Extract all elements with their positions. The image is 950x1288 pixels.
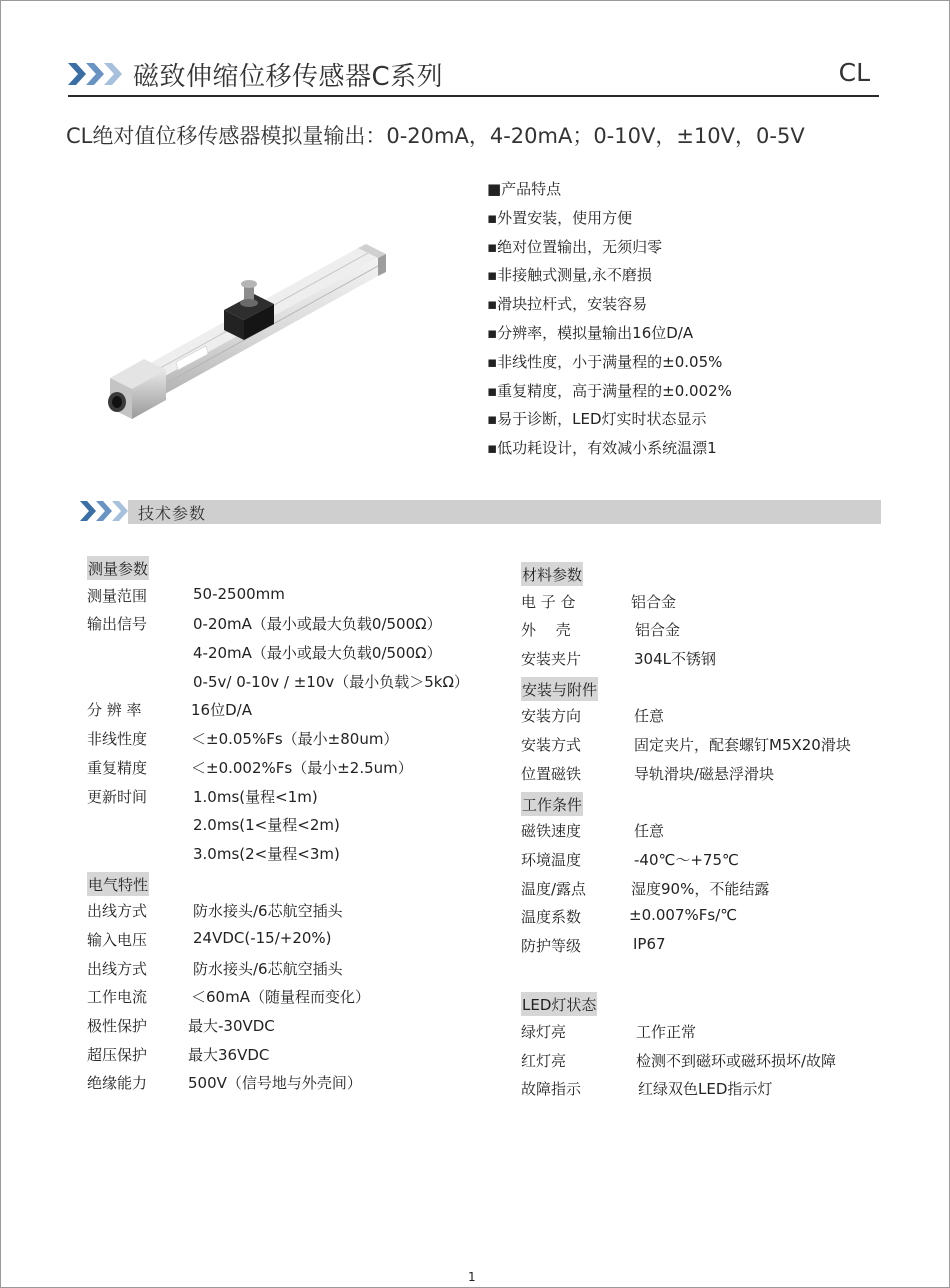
spec-value: 304L不锈钢 <box>634 650 716 669</box>
spec-value: 1.0ms(量程<1m) <box>193 787 318 806</box>
spec-row <box>87 613 507 642</box>
spec-value: 3.0ms(2<量程<3m) <box>193 844 340 863</box>
section-bar <box>128 500 881 524</box>
spec-row <box>521 734 886 763</box>
spec-value: 最大36VDC <box>188 1045 270 1064</box>
spec-key: 电 子 仓 <box>521 592 576 611</box>
spec-value: 检测不到磁环或磁环损坏/故障 <box>636 1051 837 1070</box>
spec-value: ±0.007%Fs/℃ <box>629 906 738 925</box>
spec-row <box>87 1015 507 1044</box>
spec-row <box>87 900 507 929</box>
spec-key: 测量范围 <box>87 586 148 605</box>
spec-row <box>87 1044 507 1073</box>
spec-key: 极性保护 <box>87 1017 148 1035</box>
spec-value: 防水接头/6芯航空插头 <box>193 902 343 921</box>
chevron-2 <box>86 63 104 85</box>
spec-row <box>521 619 886 648</box>
spec-row <box>87 699 507 728</box>
spec-value: 任意 <box>634 707 665 726</box>
spec-key: 绿灯亮 <box>521 1023 567 1041</box>
spec-row <box>521 935 886 964</box>
spec-row <box>87 814 507 843</box>
spec-value: 任意 <box>634 822 665 841</box>
spec-key: 外 壳 <box>521 621 571 640</box>
spec-value: ＜60mA（随量程而变化） <box>191 988 370 1007</box>
section-title: 技术参数 <box>138 504 207 523</box>
spec-key: 输出信号 <box>87 615 148 634</box>
feature-item: ▪易于诊断，LED灯实时状态显示 <box>487 410 707 429</box>
spec-key: 安装夹片 <box>521 650 582 669</box>
spec-value: 工作正常 <box>636 1023 697 1041</box>
page-subtitle: CL绝对值位移传感器模拟量输出：0-20mA，4-20mA；0-10V，±10V，0-5V <box>66 124 805 148</box>
spec-row <box>87 728 507 757</box>
spec-key: 超压保护 <box>87 1045 148 1064</box>
spec-key: 安装方式 <box>521 736 582 755</box>
spec-row <box>521 906 886 935</box>
spec-value: 500V（信号地与外壳间） <box>188 1074 362 1093</box>
spec-value: 0-5v/ 0-10v / ±10v（最小负载＞5kΩ） <box>193 672 469 691</box>
spec-row <box>87 986 507 1015</box>
spec-key: 出线方式 <box>87 902 148 921</box>
spec-key: 出线方式 <box>87 959 148 978</box>
rail-front <box>136 258 378 410</box>
group-title-measure: 测量参数 <box>87 556 149 580</box>
feature-item: ▪重复精度，高于满量程的±0.002% <box>487 381 732 400</box>
feature-item: ▪外置安装，使用方便 <box>487 208 633 227</box>
spec-row <box>521 591 886 620</box>
spec-key: 更新时间 <box>87 787 148 806</box>
chevron-1 <box>68 63 86 85</box>
spec-value: 最大-30VDC <box>188 1017 275 1035</box>
group-title-led: LED灯状态 <box>521 992 597 1016</box>
spec-row <box>87 757 507 786</box>
spec-value: ＜±0.002%Fs（最小±2.5um） <box>191 758 413 777</box>
chevron-arrows-icon <box>68 63 124 85</box>
page-number: 1 <box>468 1270 476 1284</box>
section-chevron-icon <box>80 501 128 521</box>
feature-item: ▪低功耗设计，有效减小系统温漂1 <box>487 439 717 458</box>
spec-row <box>87 671 507 700</box>
spec-row <box>521 1078 886 1107</box>
feature-item: ▪非线性度，小于满量程的±0.05% <box>487 352 723 371</box>
series-code: CL <box>838 58 870 87</box>
page-title: 磁致伸缩位移传感器C系列 <box>133 62 444 92</box>
spec-key: 分 辨 率 <box>87 701 142 720</box>
spec-key: 位置磁铁 <box>521 764 582 783</box>
spec-value: 0-20mA（最小或最大负载0/500Ω） <box>193 615 442 634</box>
spec-value: 4-20mA（最小或最大负载0/500Ω） <box>193 644 442 663</box>
feature-item: ▪分辨率，模拟量输出16位D/A <box>487 323 694 342</box>
spec-value: 16位D/A <box>191 701 252 720</box>
spec-row <box>521 849 886 878</box>
spec-value: IP67 <box>633 934 666 953</box>
spec-key: 安装方向 <box>521 707 582 726</box>
spec-row <box>521 1021 886 1050</box>
feature-heading: ■产品特点 <box>487 180 562 198</box>
spec-row <box>521 820 886 849</box>
spec-key: 磁铁速度 <box>521 822 582 841</box>
spec-value: 24VDC(-15/+20%) <box>193 928 332 947</box>
spec-value: 50-2500mm <box>193 584 285 603</box>
spec-value: 铝合金 <box>635 621 681 640</box>
chevron-3 <box>104 63 122 85</box>
spec-row <box>87 786 507 815</box>
spec-value: 铝合金 <box>631 592 677 611</box>
spec-row <box>87 585 507 614</box>
spec-value: 固定夹片，配套螺钉M5X20滑块 <box>634 736 851 755</box>
spec-key: 重复精度 <box>87 758 148 777</box>
spec-key: 温度系数 <box>521 908 582 927</box>
spec-key: 故障指示 <box>521 1080 582 1099</box>
right-spec-column <box>521 562 886 1107</box>
product-image <box>96 232 386 427</box>
feature-item: ▪滑块拉杆式，安装容易 <box>487 295 648 314</box>
header-rule <box>68 95 879 97</box>
spec-row <box>521 1050 886 1079</box>
spec-value: 红绿双色LED指示灯 <box>638 1080 773 1099</box>
spec-value: -40℃～+75℃ <box>634 850 739 869</box>
spec-value: 湿度90%，不能结露 <box>631 879 770 898</box>
spec-row <box>87 929 507 958</box>
spec-row <box>521 705 886 734</box>
feature-item: ▪绝对位置输出，无须归零 <box>487 237 663 256</box>
spec-key: 绝缘能力 <box>87 1074 148 1093</box>
feature-item: ▪非接触式测量,永不磨损 <box>487 266 652 285</box>
spec-key: 环境温度 <box>521 850 582 869</box>
spec-row <box>87 958 507 987</box>
spec-key: 红灯亮 <box>521 1051 567 1070</box>
spec-key: 防护等级 <box>521 936 582 955</box>
spec-key: 输入电压 <box>87 930 148 949</box>
feature-list <box>487 175 732 463</box>
group-title-electrical: 电气特性 <box>87 872 149 896</box>
spec-row <box>521 878 886 907</box>
spec-row <box>87 843 507 872</box>
group-title-material: 材料参数 <box>521 562 583 586</box>
spec-key: 工作电流 <box>87 988 148 1007</box>
spec-row <box>521 648 886 677</box>
left-spec-column <box>87 556 507 1101</box>
spec-row <box>87 642 507 671</box>
spec-key: 温度/露点 <box>521 879 587 898</box>
spec-row <box>521 763 886 792</box>
spec-value: 2.0ms(1<量程<2m) <box>193 816 340 835</box>
group-title-install: 安装与附件 <box>521 677 598 701</box>
group-title-work: 工作条件 <box>521 792 583 816</box>
spec-value: 导轨滑块/磁悬浮滑块 <box>634 764 775 783</box>
spec-key: 非线性度 <box>87 730 148 749</box>
spec-value: ＜±0.05%Fs（最小±80um） <box>191 730 399 749</box>
spec-row <box>87 1072 507 1101</box>
spec-value: 防水接头/6芯航空插头 <box>193 959 343 978</box>
